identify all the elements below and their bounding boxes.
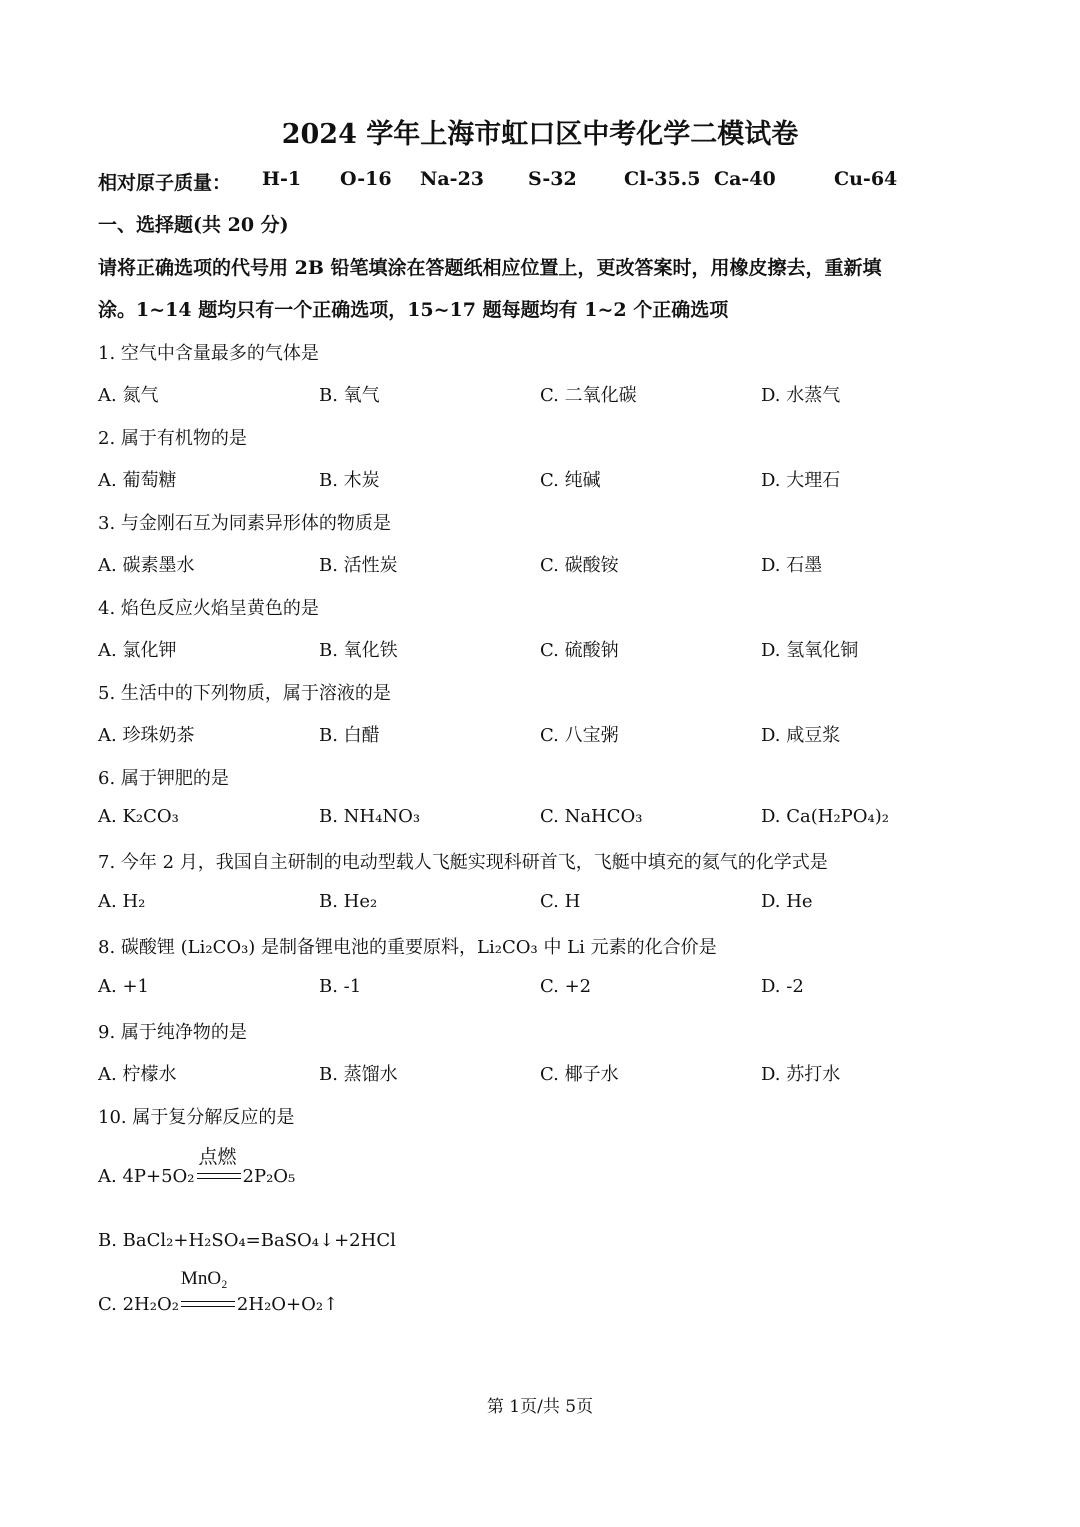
option-d: D. 氢氧化铜 <box>761 640 859 661</box>
option-b: B. 白醋 <box>319 725 380 746</box>
question-stem: 7. 今年 2 月，我国自主研制的电动型载人飞艇实现科研首飞，飞艇中填充的氦气的化学式是 <box>98 852 828 873</box>
option-d: D. 大理石 <box>761 470 841 491</box>
option-c: C. 椰子水 <box>540 1064 619 1085</box>
option-a: A. 柠檬水 <box>98 1064 177 1085</box>
atomic-mass-item: O-16 <box>340 168 392 190</box>
option-d: D. -2 <box>761 976 804 997</box>
atomic-mass-item: H-1 <box>262 168 302 190</box>
equation-reactants: A. 4P+5O₂ <box>98 1166 195 1187</box>
option-a: A. H₂ <box>98 891 146 912</box>
option-b: B. He₂ <box>319 891 378 912</box>
section-instruction: 请将正确选项的代号用 2B 铅笔填涂在答题纸相应位置上，更改答案时，用橡皮擦去，重新填 <box>98 257 882 279</box>
option-d: D. 咸豆浆 <box>761 725 841 746</box>
option-a: A. 氮气 <box>98 385 159 406</box>
equation-reactants: C. 2H₂O₂ <box>98 1294 179 1315</box>
reaction-condition: 点燃 <box>198 1146 237 1168</box>
option-d: D. Ca(H₂PO₄)₂ <box>761 806 889 827</box>
equation-products: 2H₂O+O₂↑ <box>236 1294 339 1315</box>
option-b: B. BaCl₂+H₂SO₄=BaSO₄↓+2HCl <box>98 1230 396 1251</box>
option-a: A. 葡萄糖 <box>98 470 177 491</box>
equation-products: 2P₂O₅ <box>242 1166 296 1187</box>
question-stem: 8. 碳酸锂 (Li₂CO₃) 是制备锂电池的重要原料，Li₂CO₃ 中 Li 元素的化合价是 <box>98 937 717 958</box>
question-stem: 4. 焰色反应火焰呈黄色的是 <box>98 598 319 619</box>
option-d: D. He <box>761 891 813 912</box>
atomic-mass-item: Ca-40 <box>714 168 776 190</box>
option-a: A. 珍珠奶茶 <box>98 725 195 746</box>
option-c: C. 二氧化碳 <box>540 385 637 406</box>
atomic-mass-item: Cl-35.5 <box>624 168 701 190</box>
option-b: B. 活性炭 <box>319 555 398 576</box>
atomic-mass-item: Na-23 <box>420 168 485 190</box>
question-stem: 3. 与金刚石互为同素异形体的物质是 <box>98 513 391 534</box>
option-a <box>98 1146 296 1187</box>
option-b: B. 氧气 <box>319 385 380 406</box>
question-stem: 9. 属于纯净物的是 <box>98 1022 247 1043</box>
option-c: C. 纯碱 <box>540 470 601 491</box>
equals-sign <box>180 1268 235 1312</box>
option-b: B. 氧化铁 <box>319 640 398 661</box>
section-instruction: 涂。1~14 题均只有一个正确选项，15~17 题每题均有 1~2 个正确选项 <box>98 299 729 321</box>
atomic-mass-item: S-32 <box>528 168 577 190</box>
option-b: B. NH₄NO₃ <box>319 806 421 827</box>
option-c: C. +2 <box>540 976 592 997</box>
option-d: D. 水蒸气 <box>761 385 841 406</box>
option-d: D. 石墨 <box>761 555 823 576</box>
reaction-condition: MnO₂ <box>180 1268 228 1289</box>
question-stem: 2. 属于有机物的是 <box>98 428 247 449</box>
question-stem: 6. 属于钾肥的是 <box>98 768 229 789</box>
question-stem: 5. 生活中的下列物质，属于溶液的是 <box>98 683 391 704</box>
option-b: B. 木炭 <box>319 470 380 491</box>
option-c: C. 八宝粥 <box>540 725 619 746</box>
option-a: A. 碳素墨水 <box>98 555 195 576</box>
option-a: A. +1 <box>98 976 149 997</box>
question-stem: 1. 空气中含量最多的气体是 <box>98 343 319 364</box>
option-d: D. 苏打水 <box>761 1064 841 1085</box>
option-c: C. NaHCO₃ <box>540 806 643 827</box>
atomic-masses-label: 相对原子质量： <box>98 172 232 194</box>
option-c: C. 硫酸钠 <box>540 640 619 661</box>
page-title: 2024 学年上海市虹口区中考化学二模试卷 <box>281 119 799 150</box>
option-c: C. H <box>540 891 581 912</box>
option-a: A. K₂CO₃ <box>98 806 179 827</box>
option-b: B. 蒸馏水 <box>319 1064 398 1085</box>
atomic-mass-item: Cu-64 <box>834 168 898 190</box>
option-c: C. 碳酸铵 <box>540 555 619 576</box>
section-heading: 一、选择题(共 20 分) <box>98 214 289 236</box>
option-c <box>98 1268 339 1315</box>
question-stem: 10. 属于复分解反应的是 <box>98 1107 295 1128</box>
option-a: A. 氯化钾 <box>98 640 177 661</box>
option-b: B. -1 <box>319 976 362 997</box>
page-footer: 第 1页/共 5页 <box>486 1397 594 1417</box>
equals-sign <box>197 1146 241 1184</box>
